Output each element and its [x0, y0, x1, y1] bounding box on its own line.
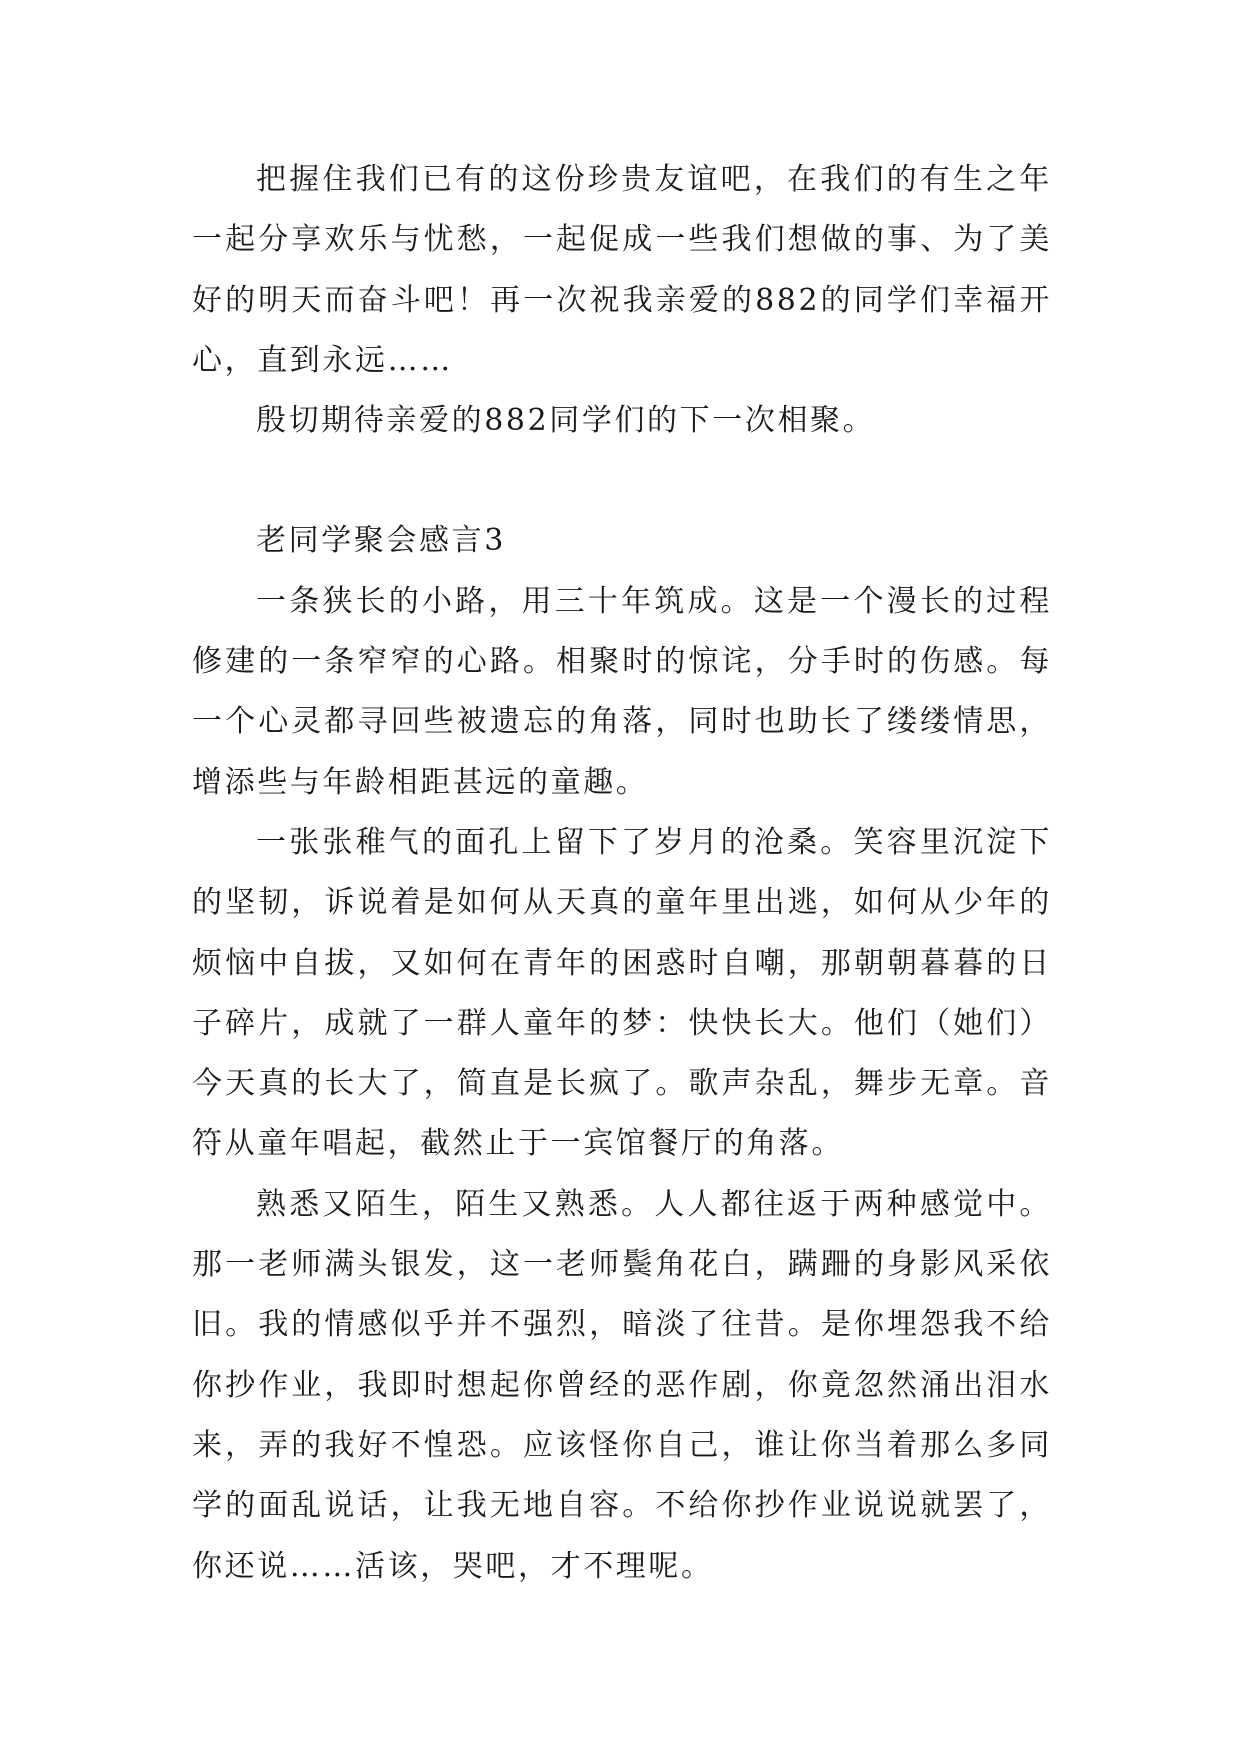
paragraph-next-reunion: 殷切期待亲爱的882同学们的下一次相聚。 — [256, 403, 876, 439]
paragraph-friendship: 把握住我们已有的这份珍贵友谊吧，在我们的有生之年一起分享欢乐与忧愁，一起促成一些我们想做的事、为了美好的明天而奋斗吧！再一次祝我亲爱的882的同学们幸福开心，直到永远…… — [192, 162, 1052, 378]
paragraph-childish-faces: 一张张稚气的面孔上留下了岁月的沧桑。笑容里沉淀下的坚韧，诉说着是如何从天真的童年里出逃，如何从少年的烦恼中自拔，又如何在青年的困惑时自嘲，那朝朝暮暮的日子碎片，成就了一群人童年的梦：快快长大。他们（她们）今天真的长大了，简直是长疯了。歌声杂乱，舞步无章。音符从童年唱起，截然止于一宾馆餐厅的角落。 — [192, 824, 1052, 1162]
section-title: 老同学聚会感言3 — [256, 523, 506, 559]
section-spacer — [192, 451, 1052, 511]
paragraph-narrow-road: 一条狭长的小路，用三十年筑成。这是一个漫长的过程修建的一条窄窄的心路。相聚时的惊诧，分手时的伤感。每一个心灵都寻回些被遗忘的角落，同时也助长了缕缕情思，增添些与年龄相距甚远的童趣。 — [192, 583, 1052, 800]
document-page — [192, 150, 1052, 1597]
paragraph-familiar-strange: 熟悉又陌生，陌生又熟悉。人人都往返于两种感觉中。那一老师满头银发，这一老师鬓角花白，蹒跚的身影风采依旧。我的情感似乎并不强烈，暗淡了往昔。是你埋怨我不给你抄作业，我即时想起你曾经的恶作剧，你竟忽然涌出泪水来，弄的我好不惶恐。应该怪你自己，谁让你当着那么多同学的面乱说话，让我无地自容。不给你抄作业说说就罢了，你还说……活该，哭吧，才不理呢。 — [192, 1186, 1052, 1584]
